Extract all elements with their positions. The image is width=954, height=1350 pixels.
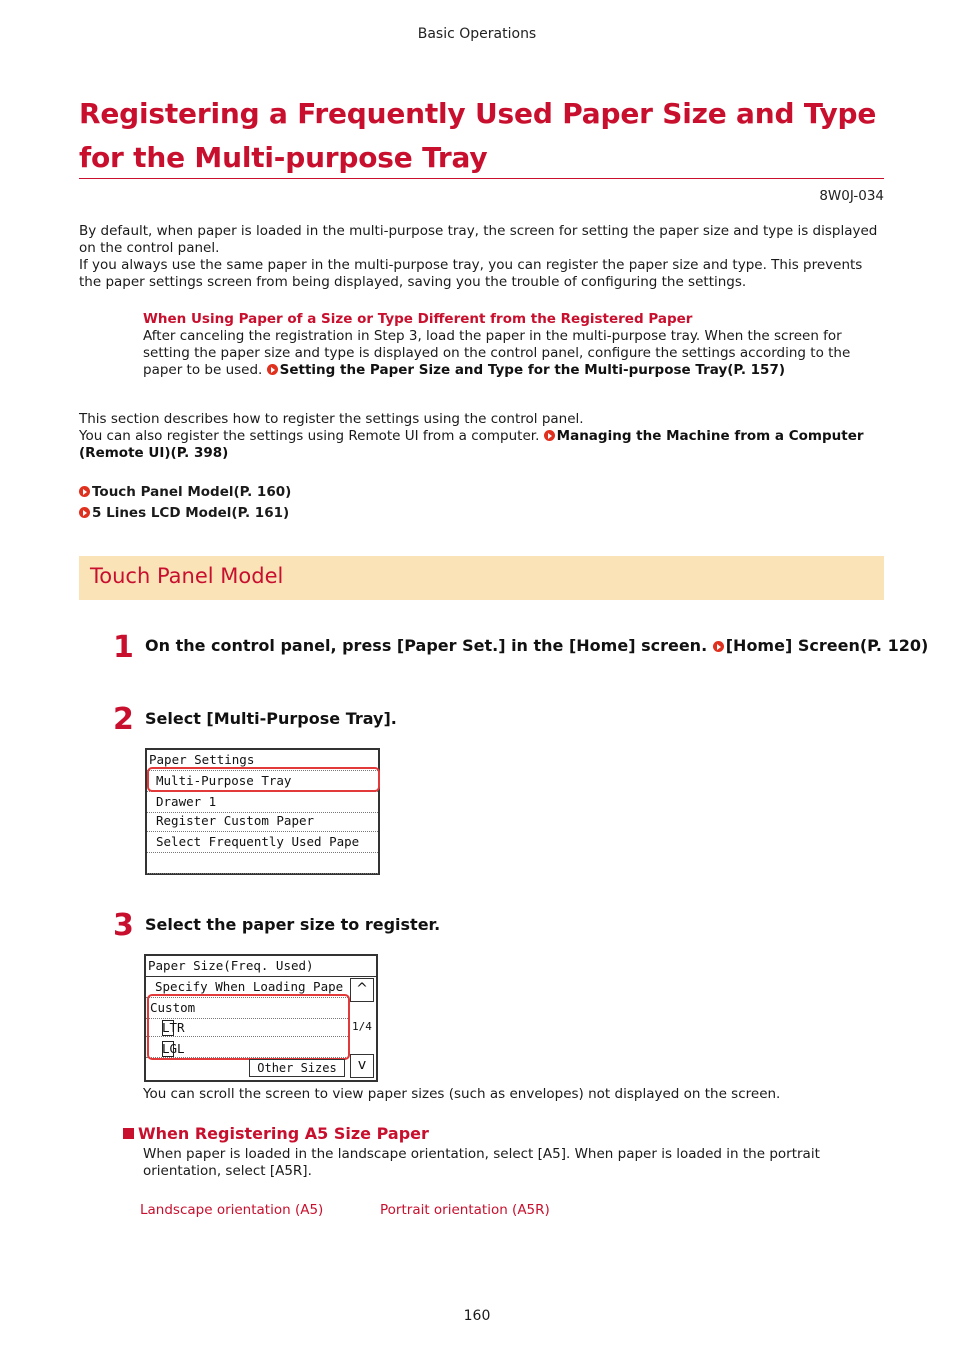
selection-highlight — [147, 994, 350, 1060]
paper-settings-link[interactable]: Setting the Paper Size and Type for the Multi-purpose Tray(P. 157) — [279, 362, 786, 378]
portrait-label: Portrait orientation (A5R) — [380, 1202, 550, 1218]
step-text-2: Select [Multi-Purpose Tray]. — [145, 709, 397, 728]
landscape-label: Landscape orientation (A5) — [140, 1202, 324, 1218]
list-item[interactable]: LTR — [146, 1016, 348, 1037]
toc-item-touch-panel[interactable]: Touch Panel Model(P. 160) — [79, 482, 291, 503]
toc-item-5-lines-lcd[interactable]: 5 Lines LCD Model(P. 161) — [79, 503, 289, 524]
a5-body: When paper is loaded in the landscape orientation, select [A5]. When paper is loaded in the portrait orientation, select [A5R]. — [143, 1146, 820, 1179]
scroll-control — [350, 978, 374, 1076]
list-item[interactable]: Multi-Purpose Tray — [147, 771, 378, 792]
intro-paragraph — [79, 223, 884, 291]
list-item[interactable]: LGL — [146, 1037, 348, 1058]
chevron-up-icon[interactable]: ^ — [350, 978, 374, 1002]
page-indicator: 1/4 — [352, 1020, 372, 1033]
step-number-3: 3 — [113, 908, 134, 943]
section-header-bar — [79, 556, 884, 600]
screen-header: Paper Size(Freq. Used) — [146, 956, 376, 977]
link-arrow-icon — [544, 430, 555, 441]
a5-subheading: When Registering A5 Size Paper — [123, 1124, 429, 1143]
paper-size-screen — [144, 954, 378, 1082]
note-body — [143, 328, 884, 379]
step-text-3: Select the paper size to register. — [145, 915, 441, 934]
document-id: 8W0J-034 — [819, 188, 884, 204]
section-title: Touch Panel Model — [90, 564, 284, 588]
intro-line-2: If you always use the same paper in the multi-purpose tray, you can register the paper size and type. This prevents the paper settings screen from being displayed, saving you the trouble of configuring the settings. — [79, 257, 863, 290]
intro-line-1: By default, when paper is loaded in the multi-purpose tray, the screen for setting the paper size and type is displayed on the control panel. — [79, 223, 878, 256]
link-arrow-icon — [79, 507, 90, 518]
step-number-1: 1 — [113, 630, 134, 665]
section-description — [79, 411, 884, 462]
page-title: Registering a Frequently Used Paper Size and Type for the Multi-purpose Tray — [79, 97, 877, 174]
list-item[interactable]: Specify When Loading Pape — [146, 977, 348, 998]
title-rule — [79, 178, 884, 179]
square-bullet-icon — [123, 1128, 134, 1139]
page-number: 160 — [463, 1308, 491, 1324]
note-text: After canceling the registration in Step 3, load the paper in the multi-purpose tray. When the screen for setting the paper size and type is displayed on the control panel, configure the settings according to the paper to be used. — [143, 328, 851, 378]
paper-settings-screen — [145, 748, 380, 875]
screen-header: Paper Settings — [147, 750, 378, 771]
link-arrow-icon — [79, 486, 90, 497]
list-item[interactable]: Register Custom Paper — [147, 811, 378, 832]
list-item[interactable]: Custom — [146, 998, 348, 1019]
list-item[interactable]: Drawer 1 — [147, 792, 378, 813]
link-arrow-icon — [267, 364, 278, 375]
chevron-down-icon[interactable]: v — [350, 1054, 374, 1078]
link-arrow-icon — [713, 641, 724, 652]
scroll-caption: You can scroll the screen to view paper sizes (such as envelopes) not displayed on the screen. — [143, 1086, 781, 1102]
step-text-1: On the control panel, press [Paper Set.] in the [Home] screen. [Home] Screen(P. 120) — [145, 636, 929, 655]
note-title: When Using Paper of a Size or Type Different from the Registered Paper — [143, 311, 693, 327]
list-item[interactable]: Select Frequently Used Pape — [147, 832, 378, 853]
section-desc-line-1: This section describes how to register the settings using the control panel. — [79, 411, 584, 427]
section-desc-line-2: You can also register the settings using Remote UI from a computer. Managing the Machine from a Computer (Remote UI)(P. 398) — [79, 428, 864, 461]
step-number-2: 2 — [113, 702, 134, 737]
selection-highlight — [147, 767, 380, 792]
empty-row — [147, 853, 378, 874]
remote-ui-link[interactable]: Managing the Machine from a Computer (Remote UI)(P. 398) — [79, 428, 864, 461]
running-header: Basic Operations — [417, 26, 537, 42]
other-sizes-button[interactable]: Other Sizes — [249, 1059, 345, 1077]
home-screen-link[interactable]: [Home] Screen(P. 120) — [725, 636, 929, 655]
